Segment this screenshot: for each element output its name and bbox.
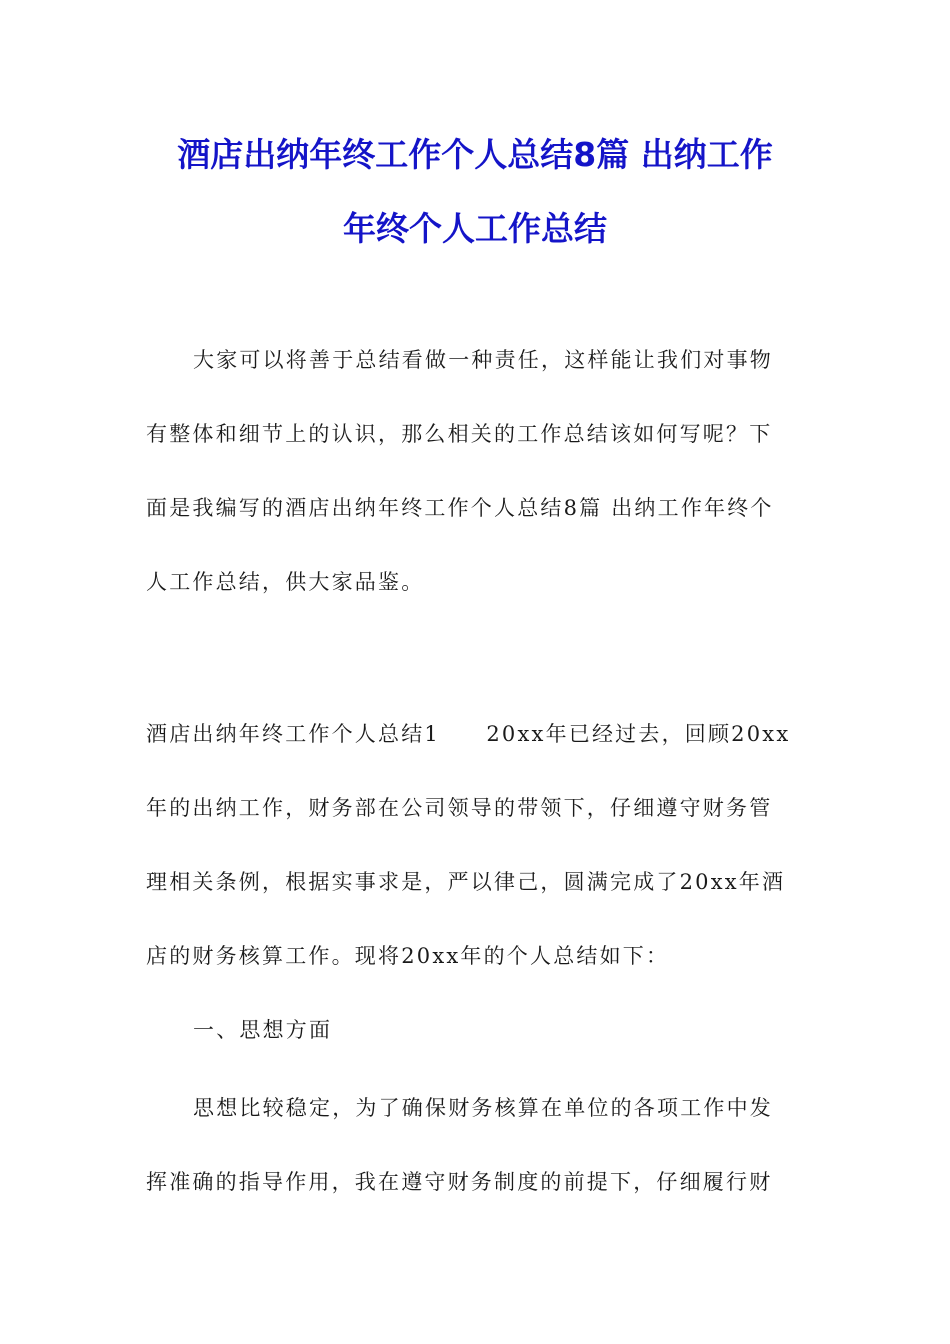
section-1-line-3: 理相关条例，根据实事求是，严以律己，圆满完成了20xx年酒 (146, 870, 786, 894)
thought-paragraph (146, 1071, 806, 1219)
title-line-1: 酒店出纳年终工作个人总结8篇 出纳工作 (177, 135, 773, 174)
title-line-2: 年终个人工作总结 (343, 209, 607, 248)
intro-line-1: 大家可以将善于总结看做一种责任，这样能让我们对事物 (193, 348, 773, 372)
intro-paragraph (146, 323, 806, 619)
section-1-line-1: 酒店出纳年终工作个人总结1 20xx年已经过去，回顾20xx (146, 722, 791, 746)
thought-line-1: 思想比较稳定，为了确保财务核算在单位的各项工作中发 (193, 1096, 773, 1120)
section-1-paragraph (146, 697, 806, 993)
section-heading (146, 993, 806, 1067)
section-1-line-4: 店的财务核算工作。现将20xx年的个人总结如下： (146, 944, 670, 968)
section-1-line-2: 年的出纳工作，财务部在公司领导的带领下，仔细遵守财务管 (146, 796, 773, 820)
intro-line-4: 人工作总结，供大家品鉴。 (146, 570, 425, 594)
document-title (120, 118, 830, 266)
heading-thought: 一、思想方面 (193, 1018, 333, 1042)
thought-line-2: 挥准确的指导作用，我在遵守财务制度的前提下，仔细履行财 (146, 1170, 773, 1194)
intro-line-3: 面是我编写的酒店出纳年终工作个人总结8篇 出纳工作年终个 (146, 496, 774, 520)
intro-line-2: 有整体和细节上的认识，那么相关的工作总结该如何写呢？下 (146, 422, 773, 446)
